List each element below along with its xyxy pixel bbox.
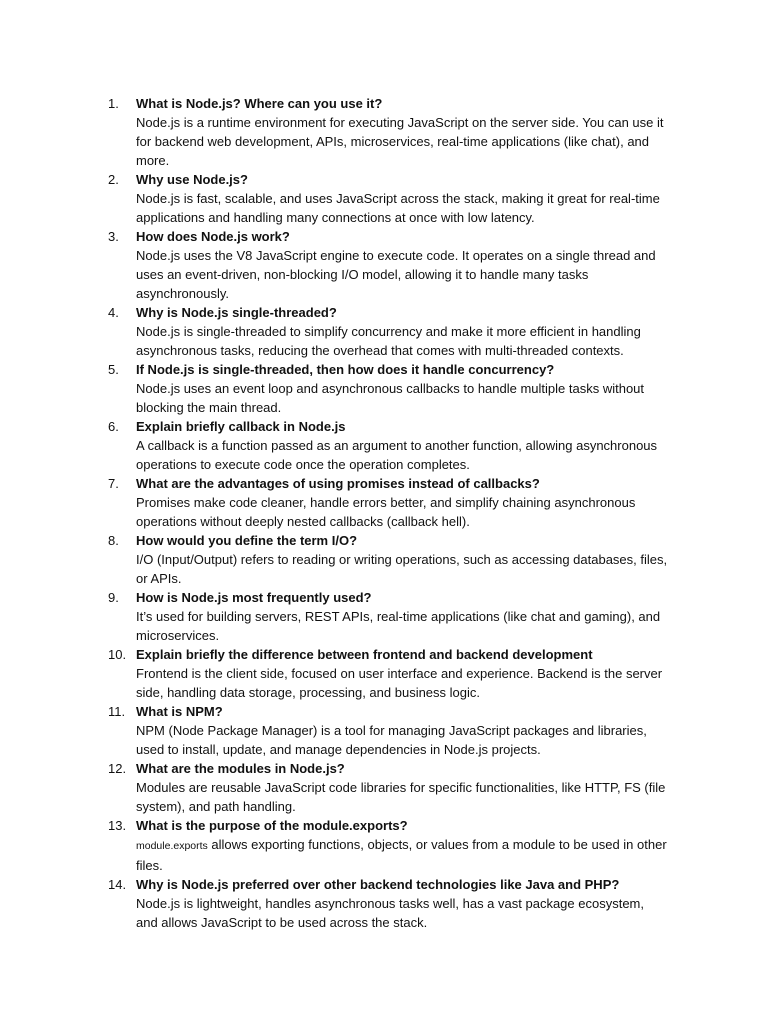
item-number: 14. bbox=[108, 877, 127, 892]
list-item bbox=[108, 94, 668, 170]
list-item bbox=[108, 816, 668, 875]
answer-text: Node.js is fast, scalable, and uses JavaScript across the stack, making it great for real-time applications and handling many connections at once with low latency. bbox=[136, 191, 660, 225]
list-item bbox=[108, 417, 668, 474]
answer-text: NPM (Node Package Manager) is a tool for managing JavaScript packages and libraries, used to install, update, and manage dependencies in Node.js projects. bbox=[136, 723, 647, 757]
list-item bbox=[108, 227, 668, 303]
answer-text: Node.js uses an event loop and asynchronous callbacks to handle multiple tasks without blocking the main thread. bbox=[136, 381, 645, 415]
question-heading: How would you define the term I/O? bbox=[136, 533, 358, 548]
answer-text bbox=[136, 835, 668, 875]
list-item bbox=[108, 759, 668, 816]
question-heading: How does Node.js work? bbox=[136, 229, 290, 244]
inline-code: module.exports bbox=[136, 840, 208, 852]
question-heading: Why is Node.js single-threaded? bbox=[136, 305, 337, 320]
list-item bbox=[108, 531, 668, 588]
list-item bbox=[108, 702, 668, 759]
answer-text: Frontend is the client side, focused on user interface and experience. Backend is the server side, handling data storage, processing, and business logic. bbox=[136, 666, 663, 700]
item-number: 1. bbox=[108, 96, 119, 111]
answer-text: It’s used for building servers, REST APIs, real-time applications (like chat and gaming), and microservices. bbox=[136, 609, 661, 643]
question-heading: How is Node.js most frequently used? bbox=[136, 590, 372, 605]
item-number: 4. bbox=[108, 305, 119, 320]
question-heading: What is the purpose of the module.exports? bbox=[136, 818, 408, 833]
item-number: 6. bbox=[108, 419, 119, 434]
item-number: 2. bbox=[108, 172, 119, 187]
item-number: 12. bbox=[108, 761, 127, 776]
item-number: 10. bbox=[108, 647, 127, 662]
question-heading: Why is Node.js preferred over other backend technologies like Java and PHP? bbox=[136, 877, 620, 892]
answer-text: A callback is a function passed as an argument to another function, allowing asynchronous operations to execute code once the operation completes. bbox=[136, 438, 658, 472]
question-heading: Explain briefly the difference between frontend and backend development bbox=[136, 647, 593, 662]
item-number: 8. bbox=[108, 533, 119, 548]
question-heading: What are the modules in Node.js? bbox=[136, 761, 345, 776]
answer-text: Promises make code cleaner, handle errors better, and simplify chaining asynchronous operations without deeply nested callbacks (callback hell). bbox=[136, 495, 636, 529]
question-heading: Why use Node.js? bbox=[136, 172, 248, 187]
answer-text: Modules are reusable JavaScript code libraries for specific functionalities, like HTTP, FS (file system), and path handling. bbox=[136, 780, 666, 814]
list-item bbox=[108, 474, 668, 531]
list-item bbox=[108, 875, 668, 932]
answer-text: Node.js is lightweight, handles asynchronous tasks well, has a vast package ecosystem, and allows JavaScript to be used across the stack. bbox=[136, 896, 644, 930]
answer-text-rest: allows exporting functions, objects, or values from a module to be used in other files. bbox=[136, 837, 667, 873]
answer-text: Node.js uses the V8 JavaScript engine to execute code. It operates on a single thread and uses an event-driven, non-blocking I/O model, allowing it to handle many tasks asynchronously. bbox=[136, 248, 656, 301]
item-number: 11. bbox=[108, 704, 126, 719]
list-item bbox=[108, 588, 668, 645]
question-heading: If Node.js is single-threaded, then how does it handle concurrency? bbox=[136, 362, 555, 377]
item-number: 13. bbox=[108, 818, 127, 833]
question-heading: What is NPM? bbox=[136, 704, 223, 719]
answer-text: I/O (Input/Output) refers to reading or writing operations, such as accessing databases, files, or APIs. bbox=[136, 552, 668, 586]
list-item bbox=[108, 303, 668, 360]
item-number: 9. bbox=[108, 590, 119, 605]
item-number: 7. bbox=[108, 476, 119, 491]
list-item bbox=[108, 170, 668, 227]
item-number: 5. bbox=[108, 362, 119, 377]
question-heading: What are the advantages of using promises instead of callbacks? bbox=[136, 476, 540, 491]
answer-text: Node.js is a runtime environment for executing JavaScript on the server side. You can use it for backend web development, APIs, microservices, real-time applications (like chat), and more. bbox=[136, 115, 664, 168]
list-item bbox=[108, 645, 668, 702]
qa-list bbox=[108, 94, 668, 932]
question-heading: What is Node.js? Where can you use it? bbox=[136, 96, 383, 111]
answer-text: Node.js is single-threaded to simplify concurrency and make it more efficient in handling asynchronous tasks, reducing the overhead that comes with multi-threaded contexts. bbox=[136, 324, 641, 358]
item-number: 3. bbox=[108, 229, 119, 244]
list-item bbox=[108, 360, 668, 417]
question-heading: Explain briefly callback in Node.js bbox=[136, 419, 346, 434]
